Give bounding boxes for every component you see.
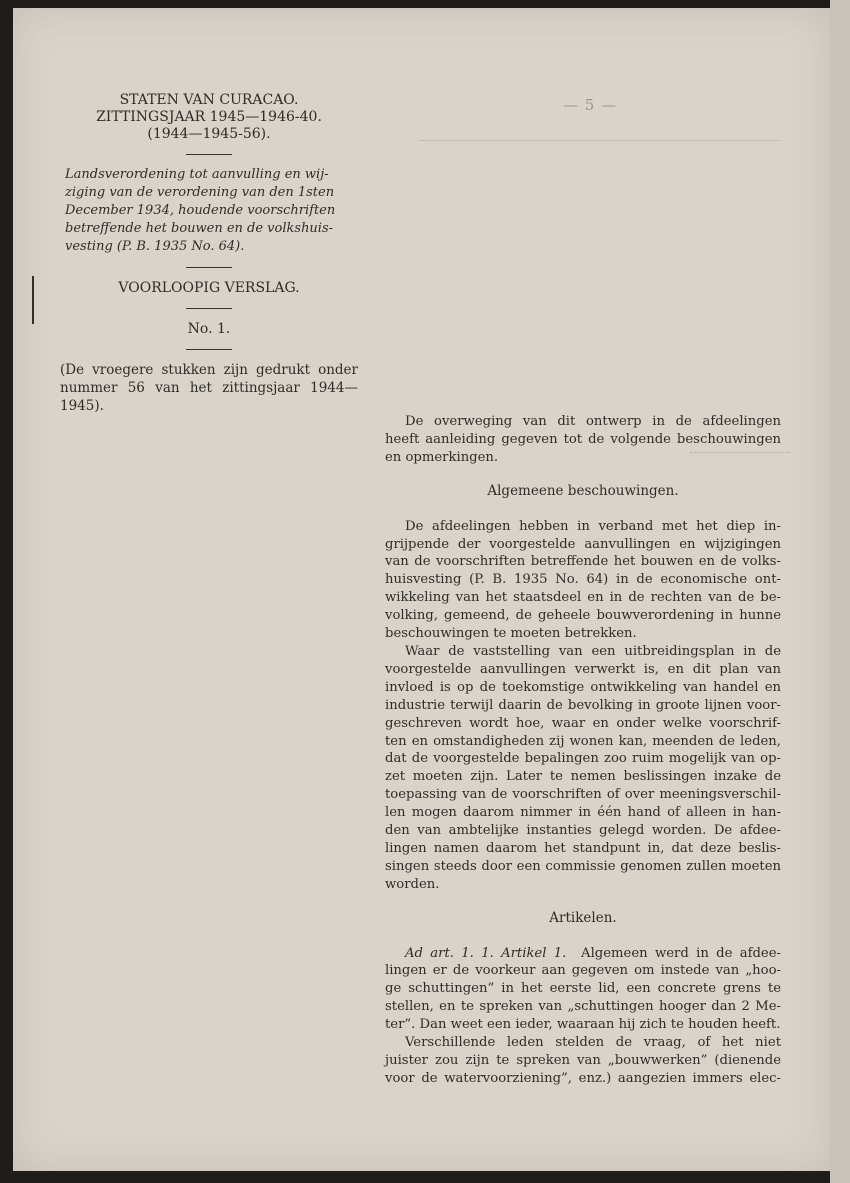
header-parliament: STATEN VAN CURACAO.	[119, 92, 299, 108]
bleed-through-page-number: — 5 —	[563, 96, 618, 114]
subject-description	[60, 166, 358, 256]
general-paragraph-2	[385, 643, 781, 894]
text-line: De overweging van dit ontwerp in de afdeelingen	[405, 414, 781, 429]
subject-line: Landsverordening tot aanvulling en wij-	[65, 167, 329, 182]
text-line: beschouwingen te moeten betrekken.	[385, 626, 637, 642]
binding-mark	[32, 276, 34, 324]
article-paragraph-1	[385, 945, 781, 1035]
note-line: 1945).	[60, 398, 104, 414]
general-paragraph-1	[385, 518, 781, 643]
text-line: voorgestelde aanvullingen verwerkt is, en dit plan van	[385, 661, 781, 677]
text-line: voor de watervoorziening”, enz.) aangezien immers elec-	[385, 1070, 781, 1086]
text-line: grijpende der voorgestelde aanvullingen en wijzigingen	[385, 536, 781, 552]
text-line: singen steeds door een commissie genomen zullen moeten	[385, 858, 781, 874]
divider	[186, 349, 232, 350]
text-line: huisvesting (P. B. 1935 No. 64) in de economische ont-	[385, 572, 781, 588]
intro-paragraph	[385, 413, 781, 467]
text-line: ten en omstandigheden zij wonen kan, meenden de leden,	[385, 733, 781, 749]
text-line	[385, 945, 781, 963]
document-header-column	[60, 92, 358, 415]
text-line: ter”. Dan weet een ieder, waaraan hij zich te houden heeft.	[385, 1017, 781, 1033]
previous-documents-note	[60, 361, 358, 415]
article-reference: Ad art. 1. 1. Artikel 1.	[405, 945, 567, 961]
text-line: De afdeelingen hebben in verband met het diep in-	[405, 518, 781, 534]
report-number: No. 1.	[187, 321, 231, 337]
header-session-year: ZITTINGSJAAR 1945—1946-40.	[96, 109, 322, 125]
text-line: lingen namen daarom het standpunt in, dat deze beslis-	[385, 840, 781, 856]
text-line: dat de voorgestelde bepalingen zoo ruim mogelijk van op-	[385, 751, 781, 767]
text-line: worden.	[385, 876, 440, 892]
divider	[186, 267, 232, 268]
text-fragment: Algemeen werd in de afdee-	[581, 945, 781, 961]
text-line: invloed is op de toekomstige ontwikkeling van handel en	[385, 679, 781, 695]
text-line: toepassing van de voorschriften of over meeningsverschil-	[385, 787, 781, 803]
text-line: lingen er de voorkeur aan gegeven om instede van „hoo-	[385, 963, 781, 979]
text-line: wikkeling van het staatsdeel en in de rechten van de be-	[385, 590, 781, 606]
text-line: en opmerkingen.	[385, 449, 499, 465]
text-line: Verschillende leden stelden de vraag, of het niet	[405, 1035, 781, 1051]
text-line: ge schuttingen” in het eerste lid, een concrete grens te	[385, 981, 781, 997]
page-edge	[830, 0, 850, 1183]
subject-line: vesting (P. B. 1935 No. 64).	[65, 239, 245, 254]
text-line: stellen, en te spreken van „schuttingen hooger dan 2 Me-	[385, 999, 781, 1015]
divider	[186, 154, 232, 155]
text-line: heeft aanleiding gegeven tot de volgende beschouwingen	[385, 431, 781, 447]
text-line: juister zou zijn te spreken van „bouwwerken” (dienende	[385, 1053, 781, 1068]
bleed-through-line	[420, 140, 780, 143]
text-line: geschreven wordt hoe, waar en onder welke voorschrif-	[385, 715, 781, 731]
text-line: den van ambtelijke instanties gelegd worden. De afdee-	[385, 823, 781, 839]
subject-line: ziging van de verordening van den 1sten	[65, 185, 335, 200]
report-title: VOORLOOPIG VERSLAG.	[118, 280, 300, 296]
subject-line: betreffende het bouwen en de volkshuis-	[65, 221, 334, 236]
text-line: industrie terwijl daarin de bevolking in groote lijnen voor-	[385, 697, 781, 713]
divider	[186, 308, 232, 309]
text-line: volking, gemeend, de geheele bouwverordening in hunne	[385, 608, 781, 624]
text-line: Waar de vaststelling van een uitbreidingsplan in de	[405, 643, 781, 659]
note-line: (De vroegere stukken zijn gedrukt onder	[60, 362, 358, 378]
note-line: nummer 56 van het zittingsjaar 1944—	[60, 380, 358, 396]
text-line: len mogen daarom nimmer in één hand of alleen in han-	[385, 805, 781, 821]
header-session-ref: (1944—1945-56).	[147, 126, 271, 142]
section-title-general: Algemeene beschouwingen.	[487, 482, 679, 499]
subject-line: December 1934, houdende voorschriften	[65, 203, 336, 218]
section-title-articles: Artikelen.	[549, 909, 617, 926]
article-paragraph-2	[385, 1034, 781, 1088]
report-body	[385, 413, 781, 1088]
text-line: van de voorschriften betreffende het bouwen en de volks-	[385, 554, 781, 570]
text-line: zet moeten zijn. Later te nemen beslissingen inzake de	[385, 769, 781, 785]
